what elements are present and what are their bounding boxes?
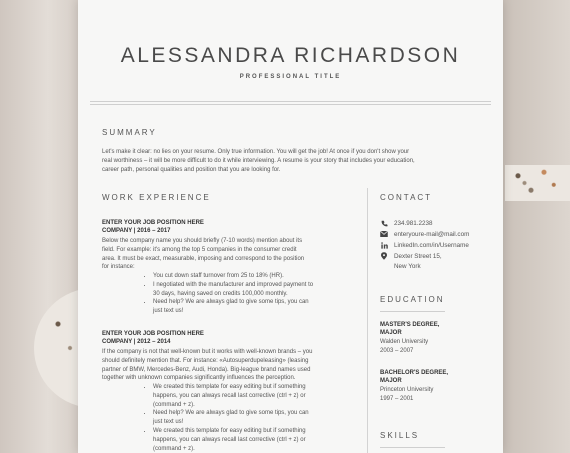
bullet-line: • You cut down staff turnover from 25 to 18% (HR).	[153, 273, 284, 279]
job-2-header	[102, 331, 204, 346]
address-line-1: Dexter Street 15,	[394, 253, 442, 260]
job-1-company: COMPANY | 2016 – 2017	[102, 227, 171, 234]
background-right-panel	[500, 0, 570, 453]
education-2-degree	[380, 370, 448, 385]
summary-text	[102, 148, 497, 174]
job-1-desc-line: for instance:	[102, 264, 135, 271]
resume-page	[78, 0, 503, 453]
job-2-description	[102, 348, 367, 383]
bullet-item	[153, 298, 363, 316]
school-name: Princeton University	[380, 387, 434, 393]
education-divider	[380, 311, 445, 312]
bullet-line: happens, you can always recall last corrective (ctrl + z) or	[153, 392, 306, 399]
contact-email-row	[380, 230, 469, 238]
job-2-desc-line: If the company is not that well-known but it works with well-known brands – you	[102, 349, 313, 355]
job-1-bullets	[145, 272, 363, 316]
bullet-line: just text us!	[153, 308, 184, 315]
job-2-company: COMPANY | 2012 – 2014	[102, 338, 171, 345]
bullet-line: • We created this template for easy editing but if something	[153, 384, 306, 390]
contact-heading: CONTACT	[380, 193, 433, 202]
bullet-item	[153, 272, 363, 281]
resume-name: ALESSANDRA RICHARDSON	[120, 44, 461, 67]
bullet-line: • I negotiated with the manufacturer and improved payment to	[153, 281, 314, 288]
contact-linkedin[interactable]: LinkedIn.com/in/Username	[394, 241, 469, 249]
job-2-desc-line: partner of BMW, Mercedes-Benz, Audi, Honda). Big-league brand names used	[102, 366, 311, 373]
phone-icon	[380, 219, 388, 227]
bullet-item	[153, 409, 363, 427]
bullet-line: just text us!	[153, 419, 184, 426]
skills-divider	[380, 447, 445, 448]
education-heading: EDUCATION	[380, 295, 445, 304]
degree-major: MAJOR	[380, 329, 402, 336]
job-1-desc-line: Below the company name you should briefly (7-10 words) mention about its	[102, 238, 303, 244]
bullet-line: • Need help? We are always glad to give some tips, you can	[153, 410, 309, 417]
education-1-degree	[380, 322, 439, 337]
education-1-details	[380, 338, 428, 355]
contact-address	[394, 252, 442, 272]
job-2-bullets	[145, 383, 363, 453]
degree-major: MAJOR	[380, 377, 402, 384]
job-1-desc-line: area. It must be exact, measurable, imposing and correspond to the position	[102, 255, 305, 262]
contact-phone: 234.981.2238	[394, 219, 433, 227]
bullet-line: happens, you can always recall last corrective (ctrl + z) or	[153, 436, 306, 443]
job-1-description	[102, 237, 362, 272]
job-2-desc-line: together with unknown companies significantly influences the perception.	[102, 375, 296, 382]
school-name: Walden University	[380, 339, 429, 345]
bullet-line: • We created this template for easy editing but if something	[153, 427, 306, 434]
summary-line: career path, personal qualities and position that you are looking for.	[102, 166, 281, 173]
header-divider	[90, 101, 491, 102]
summary-line: real worthiness – it will be more difficult to do it while interviewing. A resume is your story that includes your education,	[102, 157, 415, 164]
header-divider-second	[90, 104, 491, 105]
summary-heading: SUMMARY	[102, 128, 157, 137]
education-2-details	[380, 386, 433, 403]
summary-line: Let's make it clear: no lies on your resume. Only true information. You will get the job! At once if you don't show your	[102, 149, 410, 155]
bullet-line: (command + z).	[153, 401, 195, 408]
mail-icon	[380, 230, 388, 238]
terrazzo-block-decoration	[505, 165, 570, 201]
contact-linkedin-row	[380, 241, 469, 249]
bullet-item	[153, 281, 363, 299]
job-1-header	[102, 220, 204, 235]
contact-email[interactable]: enteryoure-mail@mail.com	[394, 230, 470, 238]
job-2-desc-line: should definitely mention that. For instance: «Autosuperdupeleasing» (leasing	[102, 357, 309, 364]
bullet-item	[153, 383, 363, 409]
school-years: 2003 – 2007	[380, 347, 414, 354]
work-experience-heading: WORK EXPERIENCE	[102, 193, 211, 202]
job-1-desc-line: field. For example: it's among the top 5 companies in the consumer credit	[102, 246, 297, 253]
degree-line: BACHELOR'S DEGREE,	[380, 370, 449, 376]
contact-phone-row	[380, 219, 433, 227]
location-pin-icon	[380, 252, 388, 260]
bullet-line: 30 days, having saved on credits 100,000 monthly.	[153, 290, 288, 297]
contact-address-row	[380, 252, 442, 272]
job-1-position: ENTER YOUR JOB POSITION HERE	[102, 220, 204, 226]
bullet-line: (command + z).	[153, 445, 195, 452]
bullet-line: • Need help? We are always glad to give some tips, you can	[153, 299, 309, 306]
linkedin-icon	[380, 241, 388, 249]
job-2-position: ENTER YOUR JOB POSITION HERE	[102, 331, 204, 337]
column-divider	[367, 188, 368, 453]
address-line-2: New York	[394, 263, 421, 270]
school-years: 1997 – 2001	[380, 395, 414, 402]
professional-title: PROFESSIONAL TITLE	[239, 74, 342, 80]
skills-heading: SKILLS	[380, 431, 420, 440]
degree-line: MASTER'S DEGREE,	[380, 322, 440, 328]
bullet-item	[153, 427, 363, 453]
